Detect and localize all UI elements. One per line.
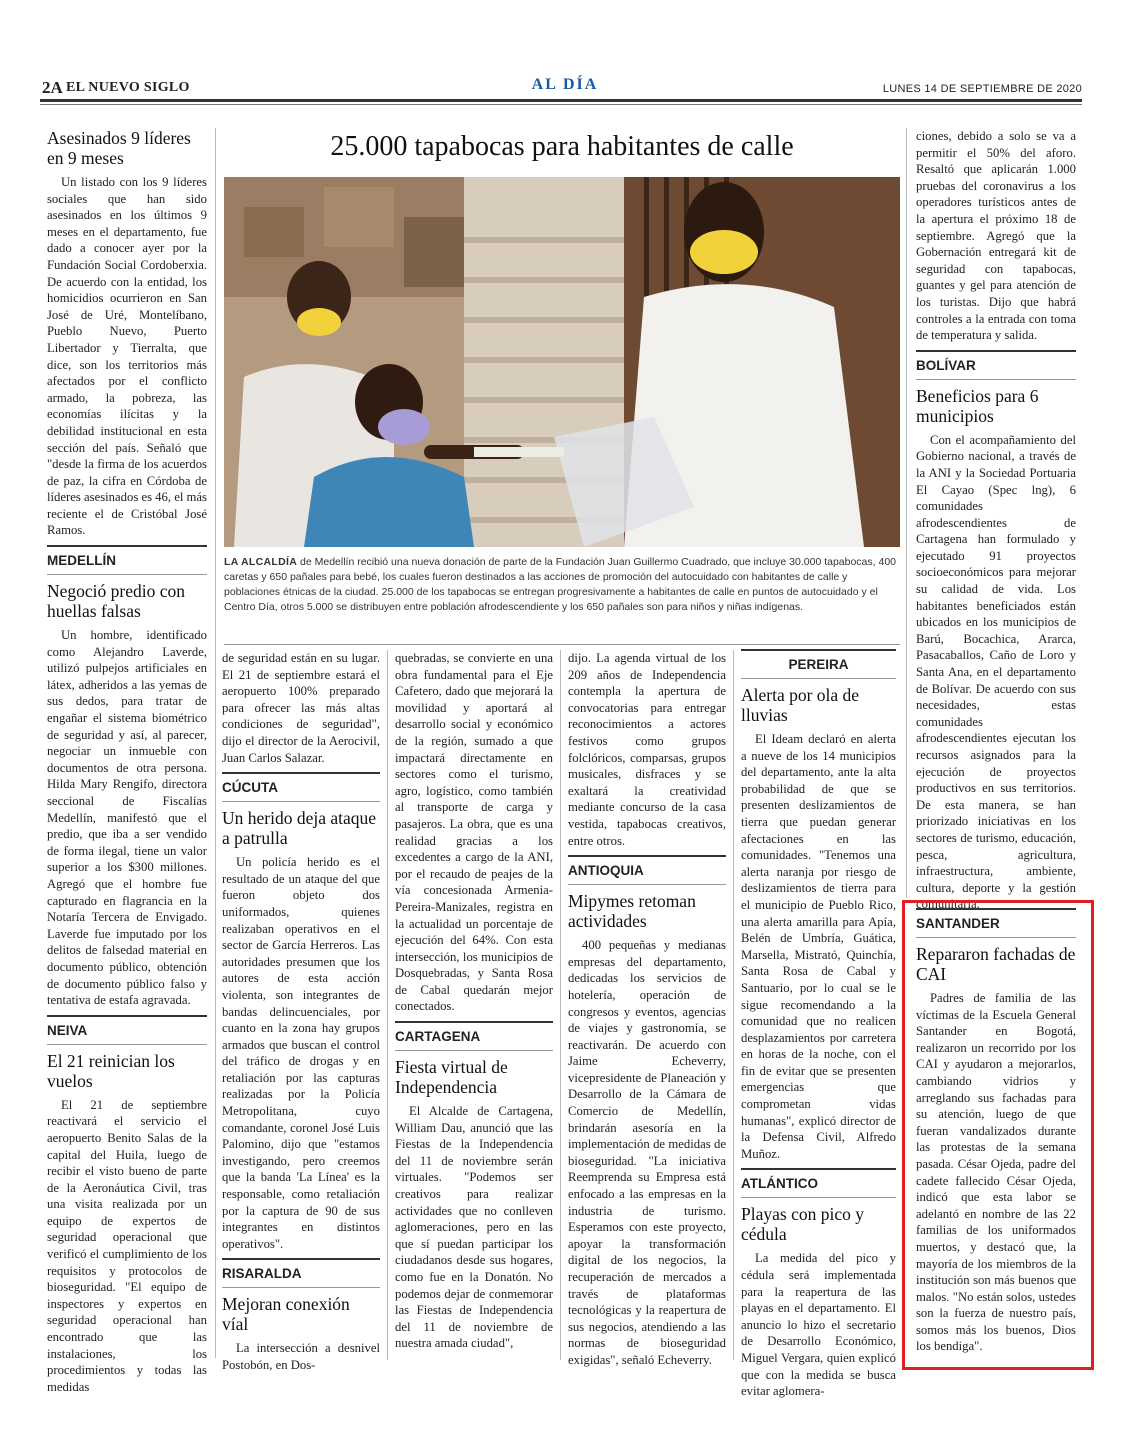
kicker-neiva: NEIVA <box>47 1015 207 1045</box>
article-body-beneficios: Con el acompañamiento del Gobierno nacional, a través de la ANI y la Sociedad Portuaria El Cayao (Spec lng), 6 comunidades afrodescendientes de Cartagena han formulado y ejecutado 91 proyectos socioeconómicos para mejorar su calidad de vida. Los habitantes beneficiados están ubicados en los municipios de Barú, Bocachica, Ararca, Pasacaballos, Caño de Loro y Santa Ana, en el departamento de Bolívar. De acuerdo con sus necesidades, estas comunidades afrodescendientes ejecutan los recursos asignados para la ejecución de proyectos productivos en sus territorios. De esta manera, se han priorizado iniciativas en los sectores de turismo, educación, pesca, agricultura, infraestructura, ambiente, cultura, deporte y la gestión comunitaria. <box>916 432 1076 912</box>
header-rule <box>40 99 1082 102</box>
kicker-medellin: MEDELLÍN <box>47 545 207 575</box>
kicker-bolivar: BOLÍVAR <box>916 350 1076 380</box>
article-body-huellas: Un hombre, identificado como Alejandro Laverde, utilizó pulpejos artificiales en látex, adheridos a las yemas de sus dedos, para tratar de engañar el sistema biométrico de seguridad y así, al parecer, negociar un inmueble con documentos de otra persona. Hilda Mary Rengifo, directora seccional de Fiscalías Medellín, manifestó que el predio, que iba a ser vendido de forma ilegal, tiene un valor superior a los $300 millones. Agregó que el hombre fue capturado en flagrancia en la Notaría Tercera de Envigado. Laverde fue imputado por los delitos de falsedad material en documento público, obtención de documento público falso y tentativa de estafa agravada. <box>47 628 207 1008</box>
headline-huellas: Negoció predio con huellas falsas <box>47 581 186 622</box>
highlight-box <box>902 900 1094 1370</box>
headline-vuelos: El 21 reinician los vuelos <box>47 1050 175 1091</box>
kicker-cucuta: CÚCUTA <box>222 772 380 802</box>
section-name: AL DÍA <box>531 76 599 93</box>
headline-playas: Playas con pico y cédula <box>741 1204 864 1245</box>
article-body-independencia: El Alcalde de Cartagena, William Dau, anunció que las Fiestas de la Independencia del 11 de noviembre serán virtuales. "Podemos ser creativos para realizar actividades que no conlleven aglomeraciones, pero en las que sí puedan participar los ciudadanos desde sus hogares, como fue en la Donatón. No podemos dejar de conmemorar las Fiestas de Independencia del 11 de noviembre de nuestra amada ciudad", <box>395 1104 553 1351</box>
headline-fachadas: Repararon fachadas de CAI <box>916 944 1076 984</box>
page-number: 2A <box>42 78 63 97</box>
column-5 <box>741 643 896 1400</box>
article-body-mipymes: 400 pequeñas y medianas empresas del departamento, dedicadas los servicios de hotelería, operación de congresos y eventos, agencias de viajes y gastronomía, se reactivarán. De acuerdo con Jaime Echeverry, vicepresidente de Planeación y Desarrollo de la Cámara de Comercio de Medellín, brindarán asesoría en la implementación de medidas de bioseguridad. "La iniciativa Reemprenda su Empresa está enfocado a las empresas en la industria de turismo. Esperamos con este proyecto, apoyar la transformación digital de los negocios, la recuperación de mercados a través de plataformas tecnológicas y la reapertura de sus negocios, atendiendo a las normas de bioseguridad exigidas", señaló Echeverry. <box>568 938 726 1367</box>
main-headline: 25.000 tapabocas para habitantes de calle <box>330 131 794 162</box>
photo-caption <box>224 555 900 615</box>
kicker-atlantico: ATLÁNTICO <box>741 1168 896 1198</box>
column-divider <box>387 650 388 1360</box>
kicker-cartagena: CARTAGENA <box>395 1021 553 1051</box>
headline-lideres: Asesinados 9 líderes en 9 meses <box>47 128 191 168</box>
headline-beneficios: Beneficios para 6 municipios <box>916 385 1039 426</box>
article-body-vuelos: El 21 de septiembre reactivará el servicio el aeropuerto Benito Salas de la capital del Huila, luego de recibir el visto bueno de parte de la Aeronáutica Civil, tras una visita realizada por un equipo de expertos de seguridad operacional que verificó el cumplimiento de los requisitos y protocolos de bioseguridad. "El equipo de inspectores y expertos en seguridad operacional han encontrado que las instalaciones, los procedimientos y todas las medidas <box>47 1097 207 1394</box>
headline-lluvias: Alerta por ola de lluvias <box>741 685 860 725</box>
article-body-playas: La medida del pico y cédula será implementada para la reapertura de las playas en el departamento. El anuncio lo hizo el secretario de Desarrollo Económico, Miguel Vergara, quien explicó que con la medida se busca evitar aglomera- <box>741 1251 896 1399</box>
issue-date: LUNES 14 DE SEPTIEMBRE DE 2020 <box>882 83 1082 95</box>
column-4 <box>568 650 726 1369</box>
headline-independencia: Fiesta virtual de Independencia <box>395 1057 508 1098</box>
kicker-pereira: PEREIRA <box>741 649 896 679</box>
article-body-fachadas: Padres de familia de las víctimas de la Escuela General Santander en Bogotá, realizaron un recorrido por los CAI y ayudaron a mejorarlos, cambiando vidrios y arreglando sus fachadas para su atención, luego de que fueran vandalizados durante las protestas de la semana pasada. César Ojeda, padre del cadete fallecido César Ojeda, indicó que esta labor se adelantó en nombre de las 22 familias de los uniformados muertos, y destacó que, la mayoría de los miembros de la institución son más buenos que malos. "No están solos, ustedes son la fuerza de nuestro país, somos más los buenos, Dios los bendiga". <box>916 991 1076 1354</box>
headline-mipymes: Mipymes retoman actividades <box>568 891 696 932</box>
newspaper-name: EL NUEVO SIGLO <box>66 80 190 95</box>
column-6 <box>916 128 1076 913</box>
article-body-herido: Un policía herido es el resultado de un ataque del que fueron objeto dos uniformados, quienes realizaban operativos en el sector de García Herreros. Las autoridades presumen que los autores de esta acción violenta, son integrantes de bandas delincuenciales, por cuanto en la zona hay grupos armados que buscan el control del tráfico de drogas y en retaliación por las capturas realizadas por la Policía Metropolitana, cuyo comandante, coronel José Luis Palomino, dijo que "estamos investigando, pero creemos que la banda 'La Línea' es la responsable, como retaliación por la captura de 90 de sus integrantes en distintos operativos". <box>222 855 380 1251</box>
column-divider <box>906 128 907 898</box>
headline-conexion: Mejoran conexión víal <box>222 1294 350 1335</box>
kicker-antioquia: ANTIOQUIA <box>568 855 726 885</box>
column-2 <box>222 650 380 1374</box>
column-divider <box>215 128 216 1358</box>
article-body-playas-cont: ciones, debido a solo se va a permitir el 50% del aforo. Resaltó que aplicarán 1.000 pruebas del coronavirus a los operadores turísticos antes de la apertura el próximo 18 de septiembre. Agregó que la Gobernación entregará kit de seguridad con tapabocas, guantes y gel para atención de los turistas. Dijo que habrá controles a la entrada con toma de temperatura y salida. <box>916 129 1076 343</box>
main-photo <box>224 177 900 547</box>
headline-herido: Un herido deja ataque a patrulla <box>222 808 377 849</box>
caption-text: de Medellín recibió una nueva donación de parte de la Fundación Juan Guillermo Cuadrado, que incluye 30.000 tapabocas, 400 caretas y 650 pañales para bebé, los cuales fueron destinados a las acciones de promoción del autocuidado con habitantes de calle y poblaciones étnicas de la ciudad. 25.000 de los tapabocas se entregan progresivamente a habitantes de calle en puntos de autocuidado y el Centro Día, otros 5.000 se distribuyen entre población afrodescendiente y los 650 pañales son para niños y niñas indígenas. <box>224 556 897 613</box>
article-body-lluvias: El Ideam declaró en alerta a nueve de los 14 municipios del departamento, ante la alta probabilidad de que se presenten deslizamientos de tierra que puedan generar afectaciones en las comunidades. "Tenemos una alerta naranja por riesgo de deslizamientos de tierra para el municipio de Pueblo Rico, una alerta amarilla para Apía, Belén de Umbría, Guática, Marsella, Mistrató, Quinchía, Santa Rosa de Cabal y Santuario, por lo cual se le sigue recomendando a la comunidad que no realicen desplazamientos por carretera en horas de la noche, con el fin de evitar que se presenten emergencias que comprometan vidas humanas", explicó director de la Defensa Civil, Alfredo Muñoz. <box>741 732 896 1161</box>
article-body-conexion-cont: quebradas, se convierte en una obra fundamental para el Eje Cafetero, dado que mejorará la movilidad y aportará al desarrollo social y económico de la región, sumado a que impactará directamente en sectores como el turismo, agro, logístico, como también al transporte de carga y pasajeros. La obra, que es una realidad gracias a los excedentes a cargo de la ANI, por el recaudo de peajes de la vía concesionada Armenia-Pereira-Manizales, registra en la actualidad un porcentaje de ejecución del 64%. Con esta intersección, los municipios de Dosquebradas, y Santa Rosa de Cabal quedarán mejor conectados. <box>395 651 553 1014</box>
article-body-conexion: La intersección a desnivel Postobón, en Dos- <box>222 1341 380 1372</box>
article-body-independencia-cont: dijo. La agenda virtual de los 209 años de Independencia contempla la apertura de convocatorias para entregar reconocimientos a actores festivos como grupos folclóricos, comparsas, grupos musicales, disfraces y se exaltará la creatividad mediante concurso de la casa vestida, tapabocas creativos, entre otros. <box>568 651 726 848</box>
column-3 <box>395 650 553 1352</box>
kicker-santander: SANTANDER <box>916 908 1076 938</box>
article-body-vuelos-cont: de seguridad están en su lugar. El 21 de septiembre estará el aeropuerto 100% preparado para ofrecer las más altas condiciones de seguridad", dijo el director de la Aerocivil, Juan Carlos Salazar. <box>222 651 380 765</box>
article-body-lideres: Un listado con los 9 líderes sociales que han sido asesinados en los últimos 9 meses en el departamento, fue dado a conocer ayer por la Fundación Social Cordoberxia. De acuerdo con la entidad, los homicidios ocurrieron en San José de Uré, Montelíbano, Pueblo Nuevo, Puerto Libertador y Tierralta, que dice, son los territorios más afectados por el conflicto armado, la pobreza, las economías ilícitas y la debilidad institucional en esta sección del país. Señaló que "desde la firma de los acuerdos de paz, la cifra en Córdoba de líderes asesinados es 46, el más reciente el de Cristóbal José Ramos. <box>47 175 207 538</box>
kicker-risaralda: RISARALDA <box>222 1258 380 1288</box>
header-rule-thin <box>40 104 1082 105</box>
column-divider <box>560 650 561 1360</box>
column-divider <box>733 650 734 1360</box>
caption-lead: LA ALCALDÍA <box>224 556 298 568</box>
column-1 <box>47 128 207 1395</box>
